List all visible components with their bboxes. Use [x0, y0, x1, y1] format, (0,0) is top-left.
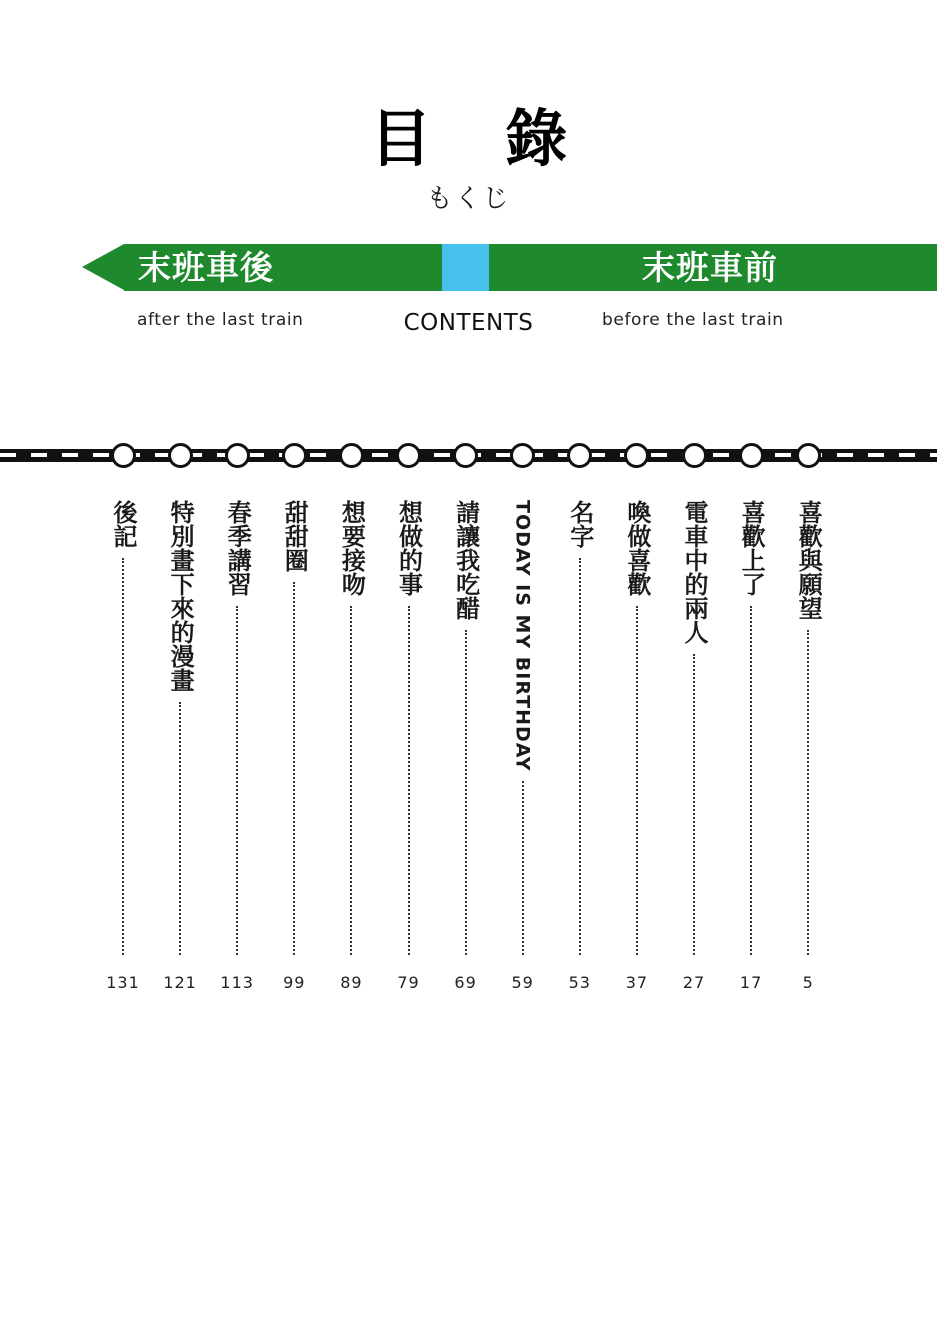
toc-entry-title: 特別畫下來的漫畫 — [166, 500, 195, 692]
contents-label: CONTENTS — [403, 310, 534, 336]
toc-entry-page: 113 — [220, 973, 254, 992]
banner-left-label: 末班車後 — [138, 248, 274, 287]
toc-entry-title: 電車中的兩人 — [680, 500, 708, 644]
toc-entry-title: 想做的事 — [394, 500, 423, 596]
station-marker — [567, 443, 592, 468]
toc-entry[interactable] — [679, 500, 709, 1000]
page-title: 目 錄 — [369, 102, 594, 175]
station-marker — [168, 443, 193, 468]
left-arrow-icon — [82, 244, 124, 290]
toc-leader-dots — [236, 606, 238, 955]
toc-leader-dots — [522, 781, 524, 955]
page-subtitle: もくじ — [426, 184, 511, 214]
toc-leader-dots — [293, 582, 295, 955]
toc-entry[interactable] — [108, 500, 138, 1000]
toc-leader-dots — [693, 654, 695, 955]
toc-leader-dots — [579, 558, 581, 955]
toc-entry-title: 春季講習 — [223, 500, 252, 596]
toc-entry-title: 喜歡上了 — [737, 500, 766, 596]
station-marker — [225, 443, 250, 468]
station-marker — [624, 443, 649, 468]
toc-entry-title: 喚做喜歡 — [622, 500, 651, 596]
station-marker — [682, 443, 707, 468]
toc-entry[interactable] — [165, 500, 195, 1000]
station-marker — [453, 443, 478, 468]
toc-entry-page: 99 — [283, 973, 306, 992]
banner-center-segment — [442, 244, 489, 291]
toc-leader-dots — [636, 606, 638, 955]
station-marker — [396, 443, 421, 468]
toc-entry[interactable] — [793, 500, 823, 1000]
toc-entry[interactable] — [394, 500, 424, 1000]
toc-entry-page: 131 — [106, 973, 140, 992]
toc-entry[interactable] — [565, 500, 595, 1000]
toc-entry[interactable] — [508, 500, 538, 1000]
station-marker — [339, 443, 364, 468]
left-caption: after the last train — [137, 310, 304, 330]
station-marker — [510, 443, 535, 468]
toc-entry[interactable] — [222, 500, 252, 1000]
toc-entry-title: 想要接吻 — [337, 500, 366, 596]
toc-entry-page: 59 — [511, 973, 534, 992]
toc-entry-page: 27 — [682, 973, 706, 992]
toc-entry-page: 69 — [454, 973, 477, 992]
toc-entry-title: 甜甜圈 — [280, 500, 309, 572]
toc-entry-page: 79 — [397, 973, 420, 992]
toc-entry[interactable] — [451, 500, 481, 1000]
toc-leader-dots — [807, 630, 809, 955]
station-marker — [739, 443, 764, 468]
toc-entry-title: 喜歡與願望 — [794, 500, 823, 620]
toc-entry-page: 17 — [739, 973, 763, 992]
toc-entry-title: 名字 — [565, 500, 594, 548]
toc-entry-page: 53 — [568, 973, 591, 992]
toc-entry[interactable] — [279, 500, 309, 1000]
station-marker — [111, 443, 136, 468]
toc-entry-title: 後記 — [109, 500, 137, 548]
right-caption: before the last train — [602, 310, 784, 330]
banner-right-label: 末班車前 — [642, 248, 778, 287]
toc-entry-page: 5 — [802, 973, 814, 992]
toc-leader-dots — [350, 606, 352, 955]
toc-entry[interactable] — [622, 500, 652, 1000]
toc-entry-title: 請讓我吃醋 — [451, 500, 480, 620]
toc-leader-dots — [408, 606, 410, 955]
toc-entry-page: 121 — [163, 973, 197, 992]
toc-leader-dots — [465, 630, 467, 955]
toc-entry-title: TODAY IS MY BIRTHDAY — [511, 500, 534, 772]
toc-entry[interactable] — [736, 500, 766, 1000]
toc-entry[interactable] — [336, 500, 366, 1000]
toc-entry-page: 37 — [625, 973, 649, 992]
toc-leader-dots — [179, 702, 181, 955]
station-marker — [796, 443, 821, 468]
station-marker — [282, 443, 307, 468]
toc-entry-page: 89 — [340, 973, 363, 992]
toc-leader-dots — [750, 606, 752, 955]
direction-banner — [82, 244, 937, 291]
toc-leader-dots — [122, 558, 124, 955]
